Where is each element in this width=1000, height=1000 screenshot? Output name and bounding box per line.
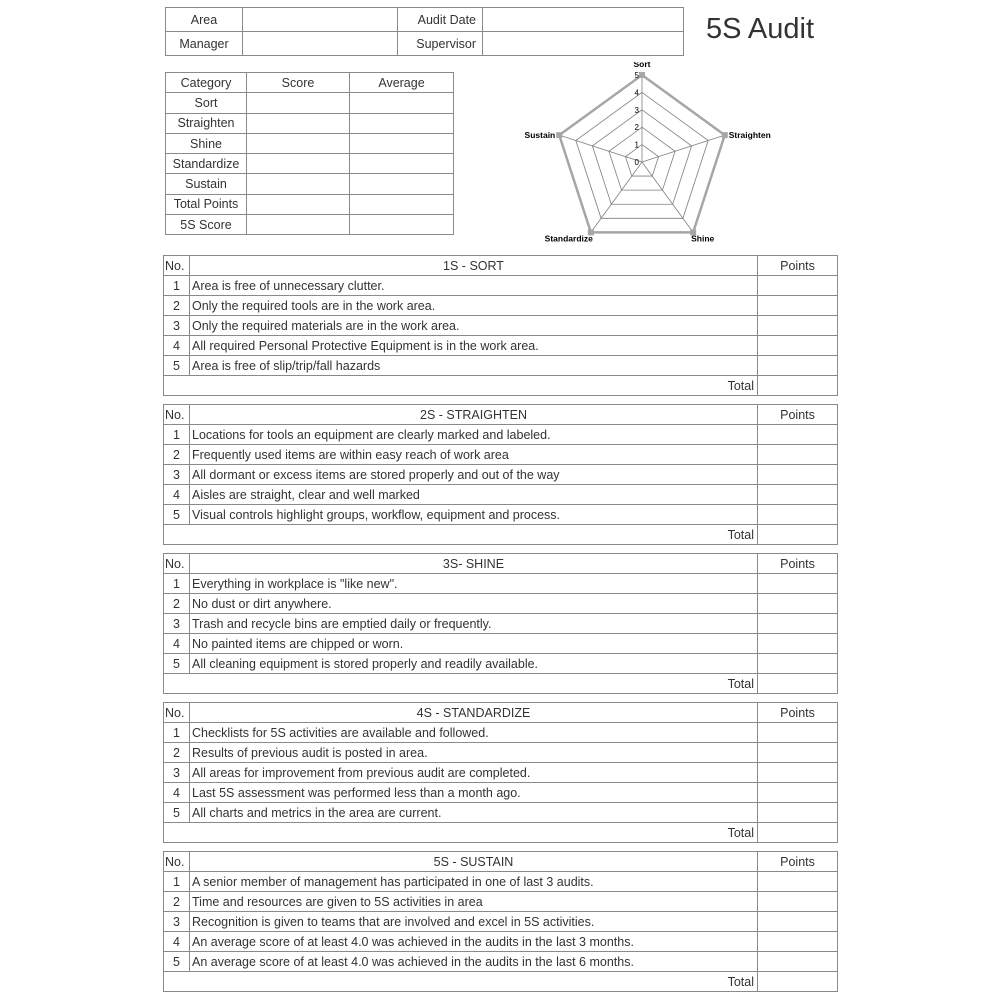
checklist-section-5 [163, 851, 838, 992]
summary-row-label: Shine [166, 133, 247, 153]
table-row [164, 425, 838, 445]
points-cell[interactable] [758, 952, 838, 972]
points-cell[interactable] [758, 634, 838, 654]
radar-axis-label: Shine [691, 233, 715, 242]
table-row [164, 485, 838, 505]
checklist-item: Checklists for 5S activities are available and followed. [190, 723, 758, 743]
points-cell[interactable] [758, 276, 838, 296]
section-title: 5S - SUSTAIN [190, 852, 758, 872]
average-cell[interactable] [350, 215, 454, 235]
points-header: Points [758, 256, 838, 276]
item-number: 2 [164, 296, 190, 316]
item-number: 5 [164, 803, 190, 823]
table-row [164, 296, 838, 316]
points-cell[interactable] [758, 743, 838, 763]
score-cell[interactable] [247, 154, 350, 174]
average-cell[interactable] [350, 154, 454, 174]
section-title: 3S- SHINE [190, 554, 758, 574]
points-header: Points [758, 703, 838, 723]
points-cell[interactable] [758, 316, 838, 336]
total-label: Total [164, 525, 758, 545]
checklist-item: All charts and metrics in the area are current. [190, 803, 758, 823]
points-cell[interactable] [758, 783, 838, 803]
table-row [164, 932, 838, 952]
table-row [164, 574, 838, 594]
score-cell[interactable] [247, 194, 350, 214]
radar-tick-label: 4 [634, 88, 639, 98]
item-number: 3 [164, 763, 190, 783]
points-header: Points [758, 852, 838, 872]
table-row [164, 614, 838, 634]
total-points-cell[interactable] [758, 525, 838, 545]
points-header: Points [758, 554, 838, 574]
section-title: 1S - SORT [190, 256, 758, 276]
total-points-cell[interactable] [758, 972, 838, 992]
radar-spoke [642, 135, 725, 162]
points-cell[interactable] [758, 654, 838, 674]
checklist-item: Area is free of slip/trip/fall hazards [190, 356, 758, 376]
table-row [164, 594, 838, 614]
checklist-item: No dust or dirt anywhere. [190, 594, 758, 614]
radar-axis-label: Sustain [524, 130, 556, 141]
item-number: 4 [164, 485, 190, 505]
average-cell[interactable] [350, 93, 454, 113]
checklist-item: Trash and recycle bins are emptied daily or frequently. [190, 614, 758, 634]
checklist-item: Recognition is given to teams that are involved and excel in 5S activities. [190, 912, 758, 932]
table-row [164, 892, 838, 912]
checklist-item: An average score of at least 4.0 was achieved in the audits in the last 3 months. [190, 932, 758, 952]
average-cell[interactable] [350, 174, 454, 194]
checklist-section-4 [163, 702, 838, 843]
score-cell[interactable] [247, 215, 350, 235]
item-number: 3 [164, 912, 190, 932]
score-cell[interactable] [247, 113, 350, 133]
audit-date-field[interactable] [483, 8, 684, 32]
supervisor-label: Supervisor [398, 32, 483, 56]
table-row [164, 445, 838, 465]
average-header: Average [350, 73, 454, 93]
points-cell[interactable] [758, 872, 838, 892]
average-cell[interactable] [350, 133, 454, 153]
radar-tick-label: 5 [634, 71, 639, 80]
average-cell[interactable] [350, 194, 454, 214]
area-label: Area [166, 8, 243, 32]
supervisor-field[interactable] [483, 32, 684, 56]
page-title: 5S Audit [706, 13, 815, 45]
no-header: No. [164, 405, 190, 425]
score-cell[interactable] [247, 93, 350, 113]
checklist-item: Everything in workplace is "like new". [190, 574, 758, 594]
section-title: 4S - STANDARDIZE [190, 703, 758, 723]
table-row [164, 763, 838, 783]
radar-tick-label: 2 [634, 123, 639, 133]
item-number: 5 [164, 505, 190, 525]
checklist-item: No painted items are chipped or worn. [190, 634, 758, 654]
radar-chart [520, 62, 780, 242]
score-summary-table [165, 72, 454, 235]
audit-header-table [165, 7, 684, 56]
table-row [164, 872, 838, 892]
score-header: Score [247, 73, 350, 93]
table-row [164, 505, 838, 525]
radar-tick-label: 0 [634, 158, 639, 167]
radar-spoke [642, 162, 693, 232]
points-cell[interactable] [758, 912, 838, 932]
radar-spoke [591, 162, 642, 232]
table-row [164, 465, 838, 485]
item-number: 4 [164, 783, 190, 803]
no-header: No. [164, 256, 190, 276]
checklist-item: Visual controls highlight groups, workflow, equipment and process. [190, 505, 758, 525]
item-number: 3 [164, 316, 190, 336]
checklist-item: All required Personal Protective Equipment is in the work area. [190, 336, 758, 356]
section-title: 2S - STRAIGHTEN [190, 405, 758, 425]
checklist-item: Only the required materials are in the work area. [190, 316, 758, 336]
points-header: Points [758, 405, 838, 425]
points-cell[interactable] [758, 803, 838, 823]
radar-spoke [559, 135, 642, 162]
item-number: 1 [164, 872, 190, 892]
summary-row-label: 5S Score [166, 215, 247, 235]
item-number: 5 [164, 952, 190, 972]
radar-point [556, 132, 562, 138]
manager-field[interactable] [243, 32, 398, 56]
points-cell[interactable] [758, 425, 838, 445]
points-cell[interactable] [758, 932, 838, 952]
checklist-item: Last 5S assessment was performed less than a month ago. [190, 783, 758, 803]
item-number: 5 [164, 654, 190, 674]
points-cell[interactable] [758, 356, 838, 376]
checklist-item: All dormant or excess items are stored properly and out of the way [190, 465, 758, 485]
points-cell[interactable] [758, 594, 838, 614]
checklist-item: Only the required tools are in the work area. [190, 296, 758, 316]
points-cell[interactable] [758, 763, 838, 783]
points-cell[interactable] [758, 574, 838, 594]
item-number: 1 [164, 574, 190, 594]
points-cell[interactable] [758, 505, 838, 525]
checklist-item: All areas for improvement from previous audit are completed. [190, 763, 758, 783]
total-label: Total [164, 823, 758, 843]
table-row [164, 336, 838, 356]
points-cell[interactable] [758, 465, 838, 485]
total-points-cell[interactable] [758, 376, 838, 396]
table-row [164, 634, 838, 654]
points-cell[interactable] [758, 336, 838, 356]
checklist-item: An average score of at least 4.0 was achieved in the audits in the last 6 months. [190, 952, 758, 972]
checklist-item: Time and resources are given to 5S activities in area [190, 892, 758, 912]
checklist-section-1 [163, 255, 838, 396]
points-cell[interactable] [758, 892, 838, 912]
item-number: 4 [164, 932, 190, 952]
item-number: 5 [164, 356, 190, 376]
radar-axis-label: Straighten [728, 130, 771, 141]
table-row [164, 912, 838, 932]
checklist-item: Locations for tools an equipment are clearly marked and labeled. [190, 425, 758, 445]
points-cell[interactable] [758, 723, 838, 743]
audit-date-label: Audit Date [398, 8, 483, 32]
item-number: 3 [164, 465, 190, 485]
no-header: No. [164, 703, 190, 723]
summary-row-label: Standardize [166, 154, 247, 174]
summary-row-label: Sort [166, 93, 247, 113]
table-row [164, 316, 838, 336]
checklist-item: Results of previous audit is posted in area. [190, 743, 758, 763]
checklist-item: Aisles are straight, clear and well marked [190, 485, 758, 505]
summary-row-label: Straighten [166, 113, 247, 133]
no-header: No. [164, 554, 190, 574]
checklist-item: Frequently used items are within easy reach of work area [190, 445, 758, 465]
checklist-section-3 [163, 553, 838, 694]
checklist-section-2 [163, 404, 838, 545]
item-number: 3 [164, 614, 190, 634]
table-row [164, 276, 838, 296]
item-number: 1 [164, 276, 190, 296]
item-number: 2 [164, 743, 190, 763]
checklist-item: A senior member of management has participated in one of last 3 audits. [190, 872, 758, 892]
total-label: Total [164, 376, 758, 396]
points-cell[interactable] [758, 485, 838, 505]
item-number: 2 [164, 892, 190, 912]
table-row [164, 654, 838, 674]
table-row [164, 723, 838, 743]
radar-axis-label: Standardize [544, 233, 593, 242]
total-points-cell[interactable] [758, 674, 838, 694]
average-cell[interactable] [350, 113, 454, 133]
total-label: Total [164, 972, 758, 992]
radar-axis-label: Sort [633, 62, 651, 69]
checklist-item: All cleaning equipment is stored properly and readily available. [190, 654, 758, 674]
item-number: 1 [164, 723, 190, 743]
checklist-item: Area is free of unnecessary clutter. [190, 276, 758, 296]
total-points-cell[interactable] [758, 823, 838, 843]
item-number: 4 [164, 336, 190, 356]
score-cell[interactable] [247, 133, 350, 153]
points-cell[interactable] [758, 445, 838, 465]
radar-point [722, 132, 728, 138]
points-cell[interactable] [758, 614, 838, 634]
radar-point [639, 72, 645, 78]
no-header: No. [164, 852, 190, 872]
table-row [164, 743, 838, 763]
points-cell[interactable] [758, 296, 838, 316]
radar-tick-label: 3 [634, 105, 639, 115]
table-row [164, 356, 838, 376]
item-number: 1 [164, 425, 190, 445]
area-field[interactable] [243, 8, 398, 32]
manager-label: Manager [166, 32, 243, 56]
table-row [164, 952, 838, 972]
score-cell[interactable] [247, 174, 350, 194]
item-number: 4 [164, 634, 190, 654]
summary-row-label: Sustain [166, 174, 247, 194]
table-row [164, 783, 838, 803]
item-number: 2 [164, 594, 190, 614]
item-number: 2 [164, 445, 190, 465]
summary-row-label: Total Points [166, 194, 247, 214]
radar-tick-label: 1 [634, 140, 639, 150]
category-header: Category [166, 73, 247, 93]
table-row [164, 803, 838, 823]
total-label: Total [164, 674, 758, 694]
